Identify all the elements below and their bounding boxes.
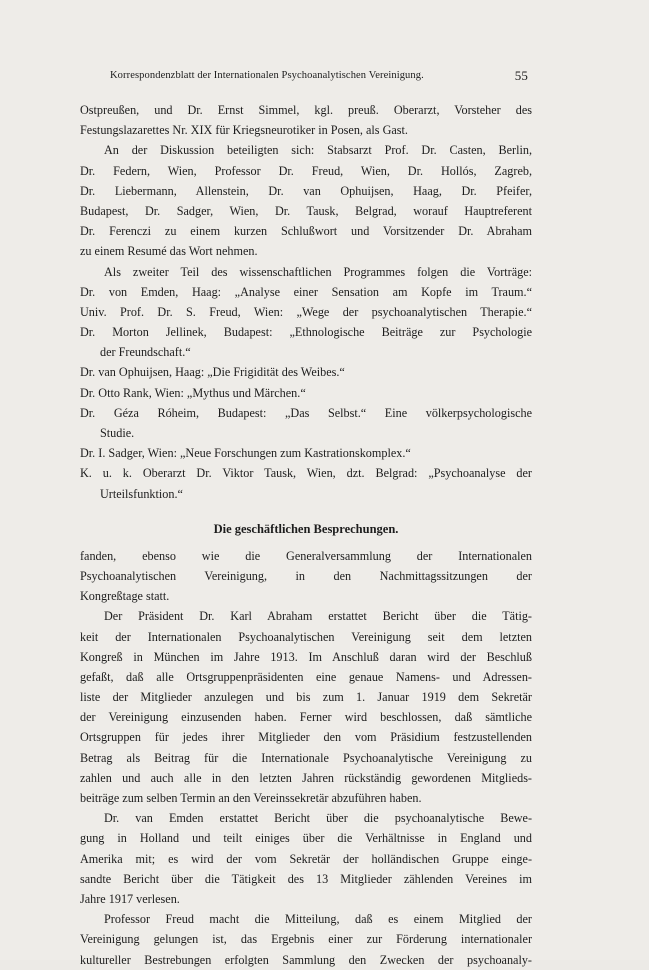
lecture-entry-cont: der Freundschaft.“ [100,345,191,360]
lecture-entry: Dr. I. Sadger, Wien: „Neue Forschungen zum Kastrationskomplex.“ [80,446,411,461]
lecture-entry: Dr. Géza Róheim, Budapest: „Das Selbst.“ Eine völkerpsychologische [80,405,532,420]
text-line: sandte Bericht über die Tätigkeit des 13 Mitglieder zählenden Vereines im [80,871,532,886]
text-line: Ostpreußen, und Dr. Ernst Simmel, kgl. preuß. Oberarzt, Vorsteher des [80,103,532,117]
lecture-entry: Dr. von Emden, Haag: „Analyse einer Sensation am Kopfe im Traum.“ [80,284,532,299]
text-line: zahlen und auch alle in den letzten Jahren rückständig gewordenen Mitglieds- [80,770,532,785]
lecture-entry-cont: Urteilsfunktion.“ [100,486,183,501]
text-line: gefaßt, daß alle Ortsgruppenpräsidenten eine genaue Namens- und Adressen- [80,669,532,684]
text-line: der Vereinigung einzusenden haben. Ferner wird beschlossen, daß sämtliche [80,710,532,725]
text-line: Budapest, Dr. Sadger, Wien, Dr. Tausk, Belgrad, worauf Hauptreferent [80,203,532,218]
text-line: An der Diskussion beteiligten sich: Stabsarzt Prof. Dr. Casten, Berlin, [104,143,532,158]
text-line: Dr. van Emden erstattet Bericht über die psychoanalytische Bewe- [104,811,532,826]
text-line: kultureller Bestrebungen erfolgten Sammlung den Zwecken der psychoanaly- [80,952,532,967]
text-line: Festungslazarettes Nr. XIX für Kriegsneurotiker in Posen, als Gast. [80,123,408,138]
page-number: 55 [514,68,528,83]
lecture-entry: Dr. Morton Jellinek, Budapest: „Ethnologische Beiträge zur Psychologie [80,325,532,340]
text-line: Vereinigung gelungen ist, das Ergebnis einer zur Förderung internationaler [80,932,532,947]
text-line: Psychoanalytischen Vereinigung, in den Nachmittagssitzungen der [80,568,532,583]
text-line: zu einem Resumé das Wort nehmen. [80,244,258,259]
lecture-entry: Univ. Prof. Dr. S. Freud, Wien: „Wege der psychoanalytischen Therapie.“ [80,304,532,319]
lecture-entry: K. u. k. Oberarzt Dr. Viktor Tausk, Wien, dzt. Belgrad: „Psychoanalyse der [80,466,532,481]
text-line: Professor Freud macht die Mitteilung, daß es einem Mitglied der [104,912,532,927]
text-line: beiträge zum selben Termin an den Vereinssekretär abzuführen haben. [80,791,422,805]
text-line: Der Präsident Dr. Karl Abraham erstattet Bericht über die Tätig- [104,609,532,624]
text-line: Dr. Ferenczi zu einem kurzen Schlußwort und Vorsitzender Dr. Abraham [80,224,532,239]
text-line: Amerika mit; es wird der vom Sekretär der holländischen Gruppe einge- [80,851,532,866]
section-heading: Die geschäftlichen Besprechungen. [213,521,399,536]
text-line: Jahre 1917 verlesen. [80,891,180,906]
text-line: fanden, ebenso wie die Generalversammlung der Internationalen [80,548,532,563]
text-line: Kongreß in München im Jahre 1913. Im Anschluß daran wird der Beschluß [80,649,532,664]
text-line: gung in Holland und teilt einiges über die Verhältnisse in England und [80,831,532,846]
text-line: liste der Mitglieder anzulegen und bis zum 1. Januar 1919 dem Sekretär [80,690,532,705]
text-line: Betrag als Beitrag für die Internationale Psychoanalytische Vereinigung zu [80,750,532,765]
text-line: keit der Internationalen Psychoanalytischen Vereinigung seit dem letzten [80,629,532,644]
running-title: Korrespondenzblatt der Internationalen Psychoanalytischen Vereinigung. [110,70,424,81]
text-line: Als zweiter Teil des wissenschaftlichen Programmes folgen die Vorträge: [104,264,532,279]
body-text [80,100,532,970]
text-line: Dr. Federn, Wien, Professor Dr. Freud, Wien, Dr. Hollós, Zagreb, [80,163,532,178]
lecture-entry-cont: Studie. [100,426,135,440]
lecture-entry: Dr. van Ophuijsen, Haag: „Die Frigidität des Weibes.“ [80,365,345,380]
running-header [110,70,528,81]
text-line: Kongreßtage statt. [80,589,170,604]
text-line: Ortsgruppen für jedes ihrer Mitglieder den vom Präsidium festzustellenden [80,730,532,745]
text-line: Dr. Liebermann, Allenstein, Dr. van Ophuijsen, Haag, Dr. Pfeifer, [80,183,532,198]
lecture-entry: Dr. Otto Rank, Wien: „Mythus und Märchen.“ [80,385,306,400]
